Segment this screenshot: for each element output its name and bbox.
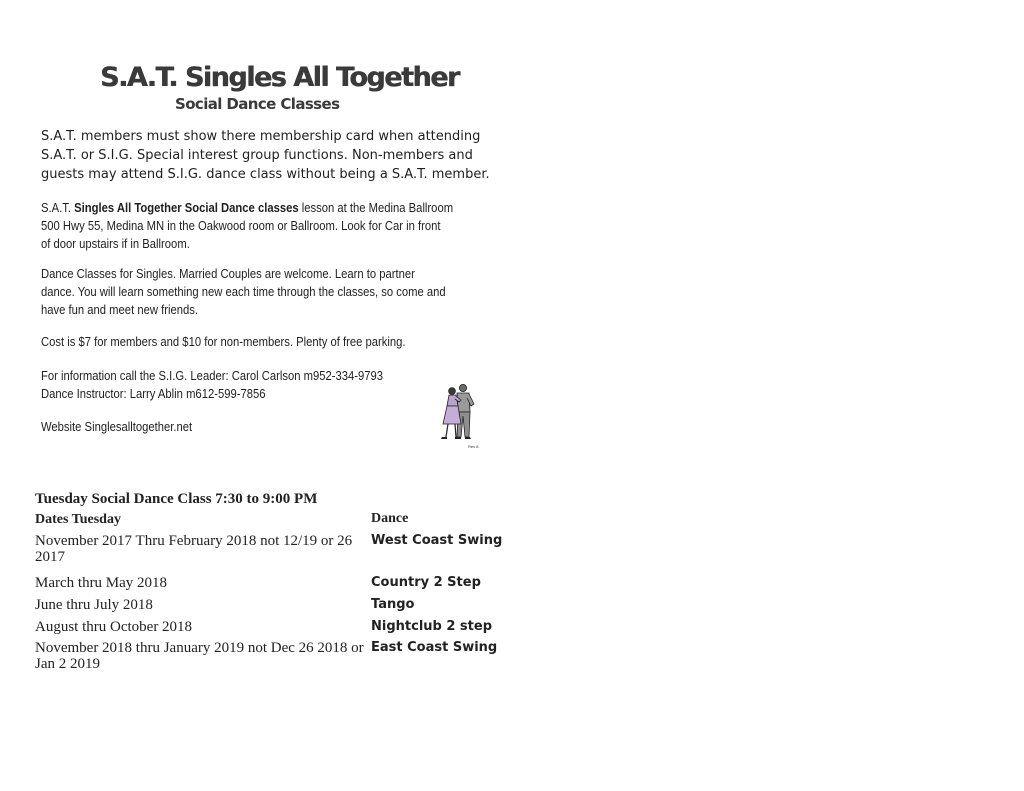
schedule-row-dates: November 2017 Thru February 2018 not 12/19 or 26 2017 [35,533,353,565]
schedule-row-dates: August thru October 2018 [35,619,193,635]
revision-mark: Rev 8 [468,444,479,449]
location-line-3: of door upstairs if in Ballroom. [41,237,190,251]
about-paragraph [41,265,446,319]
schedule-row-dance: West Coast Swing [371,533,503,548]
location-class-name: Singles All Together Social Dance classes [74,201,299,215]
schedule-row-dates: March thru May 2018 [35,575,168,591]
location-line-1-rest: lesson at the Medina Ballroom [298,201,454,215]
leader-contact: For information call the S.I.G. Leader: Carol Carlson m952-334-9793 [41,369,384,383]
column-header-dance: Dance [371,511,409,526]
schedule-heading: Tuesday Social Dance Class 7:30 to 9:00 PM [35,491,318,507]
column-header-dates: Dates Tuesday [35,512,121,527]
location-prefix: S.A.T. [41,201,75,215]
schedule-row-dates: November 2018 thru January 2019 not Dec 26 2018 or Jan 2 2019 [35,640,364,672]
about-line-1: Dance Classes for Singles. Married Couples are welcome. Learn to partner [41,267,415,281]
membership-paragraph: S.A.T. members must show there membership card when attending S.A.T. or S.I.G. Special interest group functions. Non-members and guests may attend S.I.G. dance class without being a S.A.T. member. [41,129,490,182]
schedule-row-dance: Nightclub 2 step [371,619,493,634]
schedule-row-dance: Country 2 Step [371,575,481,590]
contact-paragraph [41,367,383,403]
about-line-3: have fun and meet new friends. [41,303,198,317]
location-line-1 [41,199,453,217]
location-line-2: 500 Hwy 55, Medina MN in the Oakwood room or Ballroom. Look for Car in front [41,219,441,233]
website-text: Website Singlesalltogether.net [41,420,193,434]
instructor-contact: Dance Instructor: Larry Ablin m612-599-7856 [41,387,266,401]
location-paragraph [41,199,453,253]
cost-paragraph: Cost is $7 for members and $10 for non-members. Plenty of free parking. [41,335,406,349]
schedule-row-dance: Tango [371,597,415,612]
about-line-2: dance. You will learn something new each time through the classes, so come and [41,285,446,299]
schedule-row-dance: East Coast Swing [371,640,498,655]
schedule-row-dates: June thru July 2018 [35,597,153,613]
page-title: S.A.T. Singles All Together [100,62,459,93]
dancing-couple-icon [436,382,482,442]
page-subtitle: Social Dance Classes [175,95,340,113]
